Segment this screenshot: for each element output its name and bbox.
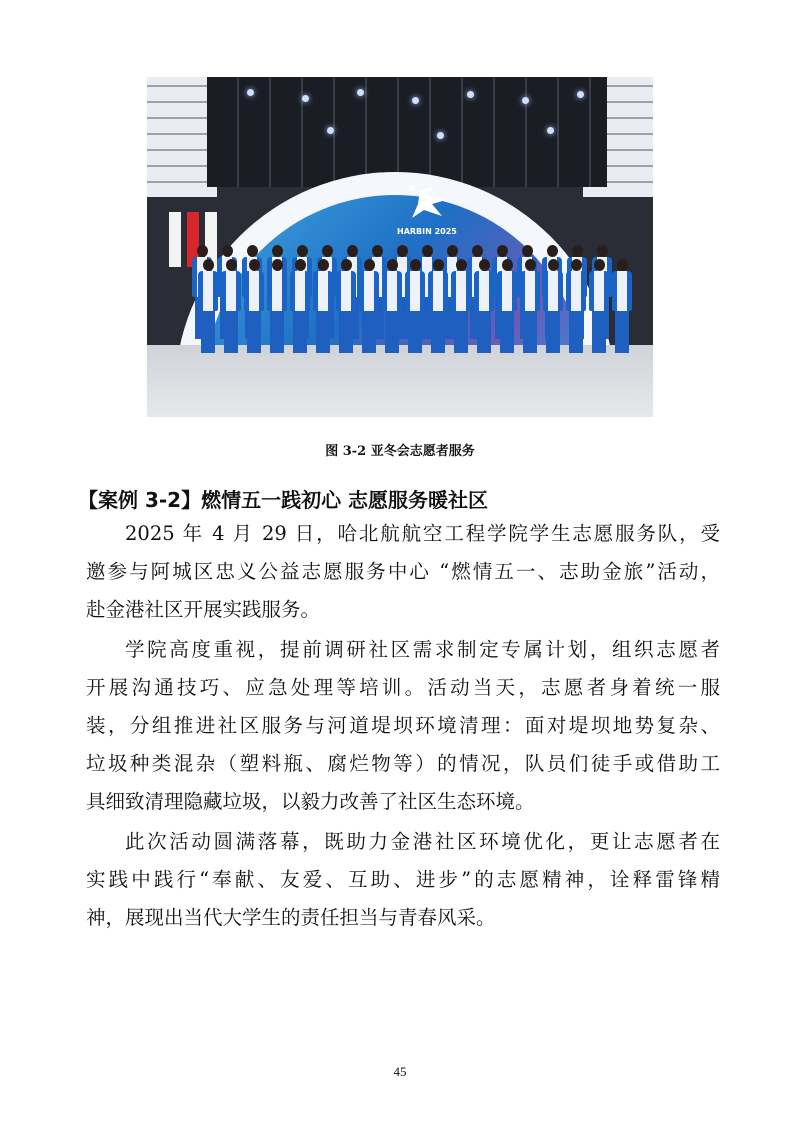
- para1-line1: 2025 年 4 月 29 日，哈北航航空工程学院学生志愿服务队，受: [125, 522, 720, 545]
- volunteer-figure: [290, 259, 310, 353]
- flag-white: [169, 212, 181, 267]
- para3-line2: 实践中践行“奉献、友爱、互助、进步”的志愿精神，诠释雷锋精: [86, 868, 720, 891]
- volunteer-figure: [497, 259, 517, 353]
- lighting-truss: [207, 77, 607, 187]
- volunteer-figure: [543, 259, 563, 353]
- volunteer-figure: [267, 259, 287, 353]
- logo-lettering: HARBIN 2025: [397, 227, 457, 236]
- para1-line3: 赴金港社区开展实践服务。: [86, 598, 321, 621]
- volunteer-figure: [336, 259, 356, 353]
- volunteer-figure: [313, 259, 333, 353]
- volunteer-figure: [244, 259, 264, 353]
- volunteer-figure: [451, 259, 471, 353]
- volunteer-figure: [520, 259, 540, 353]
- volunteer-figure: [405, 259, 425, 353]
- page-number: 45: [393, 1064, 407, 1079]
- games-logo-icon: [402, 182, 462, 222]
- volunteers-photo: [147, 77, 653, 417]
- para2-line5: 具细致清理隐藏垃圾，以毅力改善了社区生态环境。: [86, 790, 535, 813]
- figure-caption: 图 3-2 亚冬会志愿者服务: [325, 444, 475, 459]
- para2-line2: 开展沟通技巧、应急处理等培训。活动当天，志愿者身着统一服: [86, 676, 720, 699]
- volunteer-figure: [612, 259, 632, 353]
- volunteer-group: [192, 245, 642, 365]
- volunteer-figure: [198, 259, 218, 353]
- volunteer-figure: [382, 259, 402, 353]
- case-heading: 【案例 3-2】燃情五一践初心 志愿服务暖社区: [78, 488, 489, 512]
- para3-line1: 此次活动圆满落幕，既助力金港社区环境优化，更让志愿者在: [125, 830, 720, 853]
- volunteer-figure: [589, 259, 609, 353]
- para2-line1: 学院高度重视，提前调研社区需求制定专属计划，组织志愿者: [125, 638, 720, 661]
- para2-line3: 装，分组推进社区服务与河道堤坝环境清理：面对堤坝地势复杂、: [86, 714, 720, 737]
- volunteer-figure: [566, 259, 586, 353]
- volunteer-figure: [359, 259, 379, 353]
- para2-line4: 垃圾种类混杂（塑料瓶、腐烂物等）的情况，队员们徒手或借助工: [86, 752, 720, 775]
- volunteer-figure: [428, 259, 448, 353]
- para1-line2: 邀参与阿城区忠义公益志愿服务中心 “燃情五一、志助金旅”活动，: [86, 560, 720, 583]
- para3-line3: 神，展现出当代大学生的责任担当与青春风采。: [86, 906, 496, 929]
- volunteer-figure: [221, 259, 241, 353]
- volunteer-figure: [474, 259, 494, 353]
